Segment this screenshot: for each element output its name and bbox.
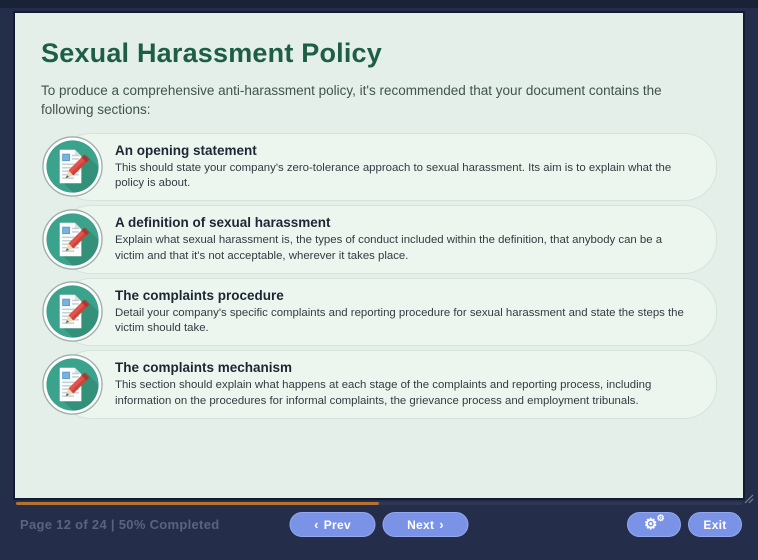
utility-buttons bbox=[627, 512, 742, 537]
section-card bbox=[58, 350, 717, 419]
section-description: Explain what sexual harassment is, the types of conduct included within the definition, that anybody can be a victim and that it's not acceptable, wherever it takes place. bbox=[115, 234, 663, 262]
nav-buttons bbox=[290, 512, 469, 537]
section-title: A definition of sexual harassment bbox=[115, 215, 331, 231]
slide-content-panel bbox=[13, 11, 745, 500]
next-button[interactable] bbox=[383, 512, 469, 537]
section-description: This section should explain what happens at each stage of the complaints and reporting process, including information on the procedures for informal complaints, the grievance process and employment tribunals. bbox=[115, 379, 652, 407]
resize-grip-icon[interactable] bbox=[744, 494, 754, 504]
page-status: Page 12 of 24 | 50% Completed bbox=[20, 517, 220, 532]
section-card bbox=[58, 278, 717, 347]
settings-button[interactable] bbox=[627, 512, 681, 537]
window-top-edge bbox=[0, 0, 758, 8]
list-item bbox=[41, 133, 717, 202]
section-list bbox=[41, 133, 717, 419]
course-progress-bar bbox=[16, 502, 742, 505]
chevron-right-icon: › bbox=[439, 517, 444, 532]
gears-icon: ⚙ ⚙ bbox=[644, 512, 665, 533]
section-title: The complaints mechanism bbox=[115, 360, 293, 376]
player-footer bbox=[0, 506, 758, 560]
document-pencil-icon bbox=[41, 353, 104, 416]
document-pencil-icon bbox=[41, 280, 104, 343]
section-title: The complaints procedure bbox=[115, 287, 284, 303]
page-title: Sexual Harassment Policy bbox=[41, 38, 382, 68]
list-item bbox=[41, 205, 717, 274]
section-description: This should state your company's zero-tolerance approach to sexual harassment. Its aim is to explain what the policy is about. bbox=[115, 161, 672, 190]
document-pencil-icon bbox=[41, 208, 104, 271]
section-title: An opening statement bbox=[115, 142, 257, 158]
next-button-label: Next bbox=[407, 517, 435, 532]
list-item bbox=[41, 278, 717, 347]
document-pencil-icon bbox=[41, 135, 104, 198]
chevron-left-icon: ‹ bbox=[314, 517, 319, 532]
exit-button[interactable] bbox=[688, 512, 742, 537]
list-item bbox=[41, 350, 717, 419]
section-description: Detail your company's specific complaints and reporting procedure for sexual harassment and state the steps the victim should take. bbox=[115, 306, 684, 335]
exit-button-label: Exit bbox=[703, 517, 727, 532]
prev-button-label: Prev bbox=[323, 517, 351, 532]
prev-button[interactable] bbox=[290, 512, 376, 537]
section-card bbox=[58, 133, 717, 202]
course-progress-fill bbox=[16, 502, 379, 505]
section-card bbox=[58, 205, 717, 274]
intro-text: To produce a comprehensive anti-harassment policy, it's recommended that your document contains the following sections: bbox=[41, 83, 662, 117]
